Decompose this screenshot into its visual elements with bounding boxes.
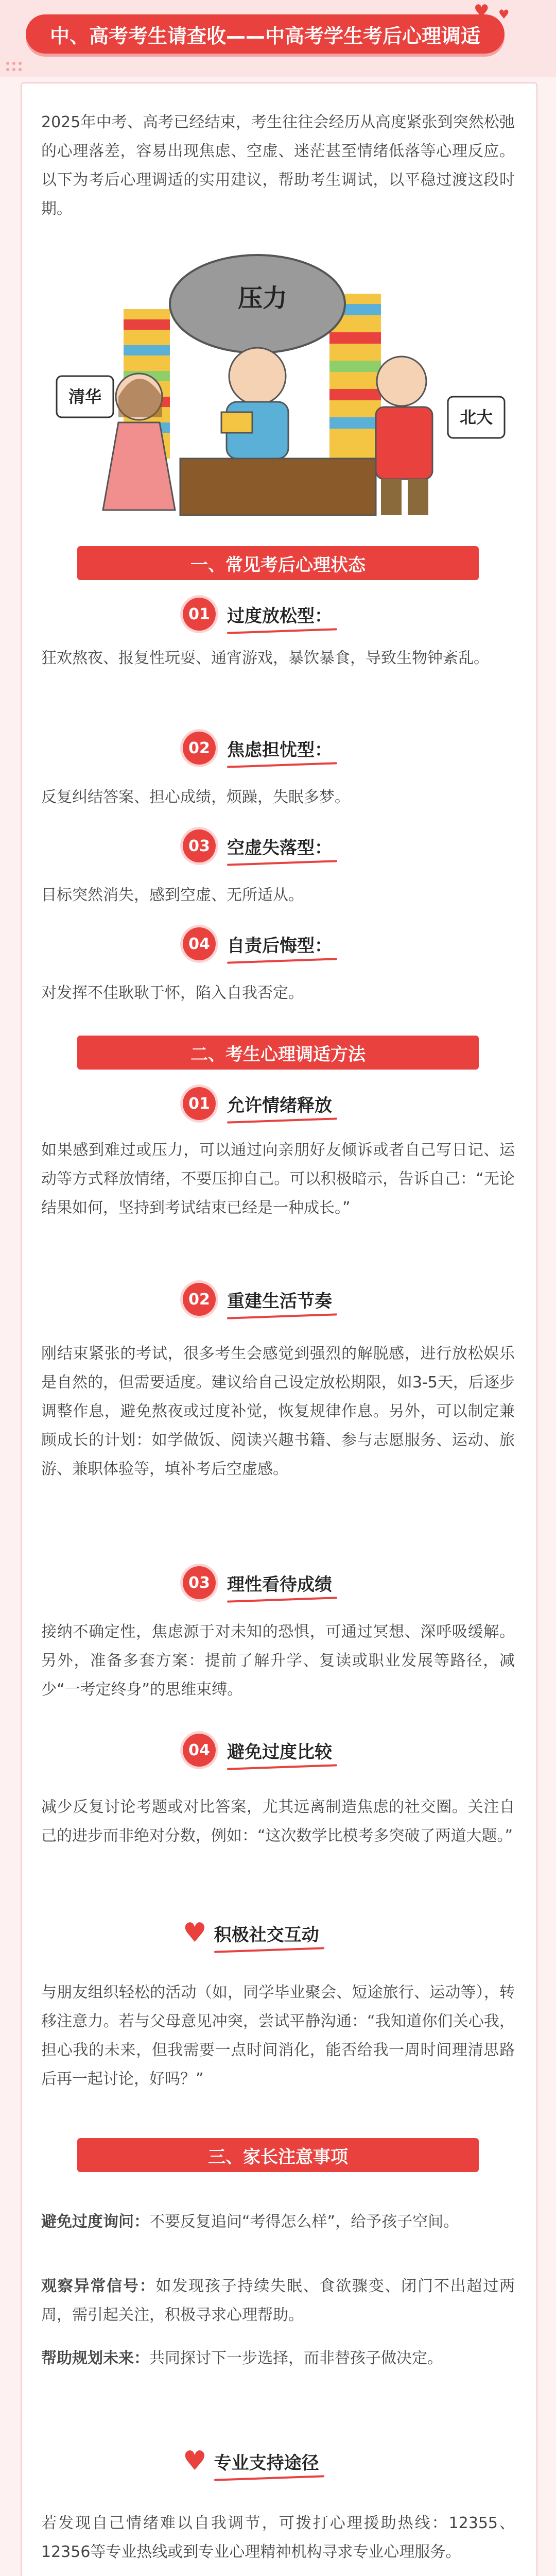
- parent-tip-1: [41, 2208, 515, 2236]
- tsinghua-sign: 清华: [68, 387, 101, 406]
- number-badge: 04: [183, 927, 216, 960]
- state-heading-1: [183, 598, 332, 631]
- state-text: 狂欢熬夜、报复性玩耍、通宵游戏，暴饮暴食，导致生物钟紊乱。: [41, 649, 489, 667]
- number-badge: 02: [183, 1283, 216, 1316]
- method-text: 刚结束紧张的考试，很多考生会感觉到强烈的解脱感，进行放松娱乐是自然的，但需要适度。建议给自己设定放松期限，如3-5天，后逐步调整作息，避免熬夜或过度补觉，恢复规律作息。另外，可以制定兼顾成长的计划：如学做饭、阅读兴趣书籍、参与志愿服务、运动、旅游、兼职体验等，填补考后空虚感。: [41, 1345, 515, 1478]
- method-text: 减少反复讨论考题或对比答案，尤其远离制造焦虑的社交圈。关注自己的进步而非绝对分数，例如：“这次数学比模考多突破了两道大题。”: [41, 1798, 515, 1845]
- state-text: 目标突然消失，感到空虚、无所适从。: [41, 886, 304, 904]
- social-label: 积极社交互动: [214, 1921, 319, 1946]
- social-text: 与朋友组织轻松的活动（如，同学毕业聚会、短途旅行、运动等），转移注意力。若与父母意见冲突，尝试平静沟通：“我知道你们关心我，担心我的未来，但我需要一点时间消化，能否给我一周时间理清思路后再一起讨论，好吗？”: [41, 1984, 515, 2088]
- state-text: 对发挥不佳耿耿于怀，陷入自我否定。: [41, 984, 304, 1002]
- method-label: 允许情绪释放: [227, 1091, 332, 1116]
- help-heading: [183, 2445, 319, 2478]
- tip-text: 不要反复追问“考得怎么样”，给予孩子空间。: [149, 2213, 459, 2231]
- heart-icon: ♥: [183, 2446, 207, 2477]
- number-badge: 03: [183, 1566, 216, 1599]
- dots-decoration: [5, 61, 26, 81]
- method-label: 理性看待成绩: [227, 1570, 332, 1596]
- tip-label: 帮助规划未来：: [41, 2349, 149, 2367]
- method-text: 接纳不确定性，焦虑源于对未知的恐惧，可通过冥想、深呼吸缓解。另外，准备多套方案：提前了解升学、复读或职业发展等路径，减少“一考定终身”的思维束缚。: [41, 1623, 515, 1699]
- social-heading: [183, 1917, 319, 1950]
- tip-text: 如发现孩子持续失眠、食欲骤变、闭门不出超过两周，需引起关注，积极寻求心理帮助。: [41, 2277, 515, 2324]
- section-3-title: 三、家长注意事项: [77, 2138, 479, 2172]
- pressure-label: 压力: [237, 284, 287, 313]
- state-label: 焦虑担忧型：: [227, 736, 332, 761]
- number-badge: 01: [183, 598, 216, 631]
- state-text: 反复纠结答案、担心成绩，烦躁，失眠多梦。: [41, 788, 350, 806]
- intro-paragraph: 2025年中考、高考已经结束，考生往往会经历从高度紧张到突然松弛的心理落差，容易出现焦虑、空虚、迷茫甚至情绪低落等心理反应。以下为考后心理调适的实用建议，帮助考生调试，以平稳过渡这段时期。: [41, 113, 515, 218]
- state-heading-4: [183, 927, 332, 960]
- number-badge: 01: [183, 1087, 216, 1120]
- help-text: 若发现自己情绪难以自我调节，可拨打心理援助热线：12355、12356等专业热线或到专业心理精神机构寻求专业心理服务。: [41, 2514, 515, 2561]
- heart-icon: ♥: [474, 1, 490, 22]
- state-label: 空虚失落型：: [227, 834, 332, 859]
- method-text: 如果感到难过或压力，可以通过向亲朋好友倾诉或者自己写日记、运动等方式释放情绪，不要压抑自己。可以积极暗示，告诉自己：“无论结果如何，坚持到考试结束已经是一种成长。”: [41, 1141, 515, 1217]
- parent-tip-2: [41, 2272, 515, 2330]
- section-1-title: 一、常见考后心理状态: [77, 546, 479, 580]
- tip-label: 观察异常信号：: [41, 2277, 156, 2295]
- state-label: 过度放松型：: [227, 602, 332, 627]
- method-heading-1: [183, 1087, 332, 1120]
- tip-label: 避免过度询问：: [41, 2213, 149, 2231]
- state-heading-3: [183, 829, 332, 862]
- method-label: 重建生活节奏: [227, 1287, 332, 1312]
- state-heading-2: [183, 732, 332, 765]
- heart-icon: ♥: [183, 1918, 207, 1948]
- method-label: 避免过度比较: [227, 1738, 332, 1763]
- header: [0, 0, 556, 77]
- section-2-title: 二、考生心理调适方法: [77, 1036, 479, 1070]
- tip-text: 共同探讨下一步选择，而非替孩子做决定。: [149, 2349, 443, 2367]
- page-title: 中、高考考生请查收——中高考学生考后心理调适: [26, 14, 505, 54]
- method-heading-2: [183, 1283, 332, 1316]
- method-heading-3: [183, 1566, 332, 1599]
- method-heading-4: [183, 1734, 332, 1767]
- number-badge: 02: [183, 732, 216, 765]
- heart-icon: ♥: [498, 7, 510, 22]
- parent-tip-3: [41, 2344, 515, 2373]
- number-badge: 03: [183, 829, 216, 862]
- help-label: 专业支持途径: [214, 2449, 319, 2474]
- number-badge: 04: [183, 1734, 216, 1767]
- state-label: 自责后悔型：: [227, 931, 332, 957]
- peking-sign: 北大: [459, 408, 493, 427]
